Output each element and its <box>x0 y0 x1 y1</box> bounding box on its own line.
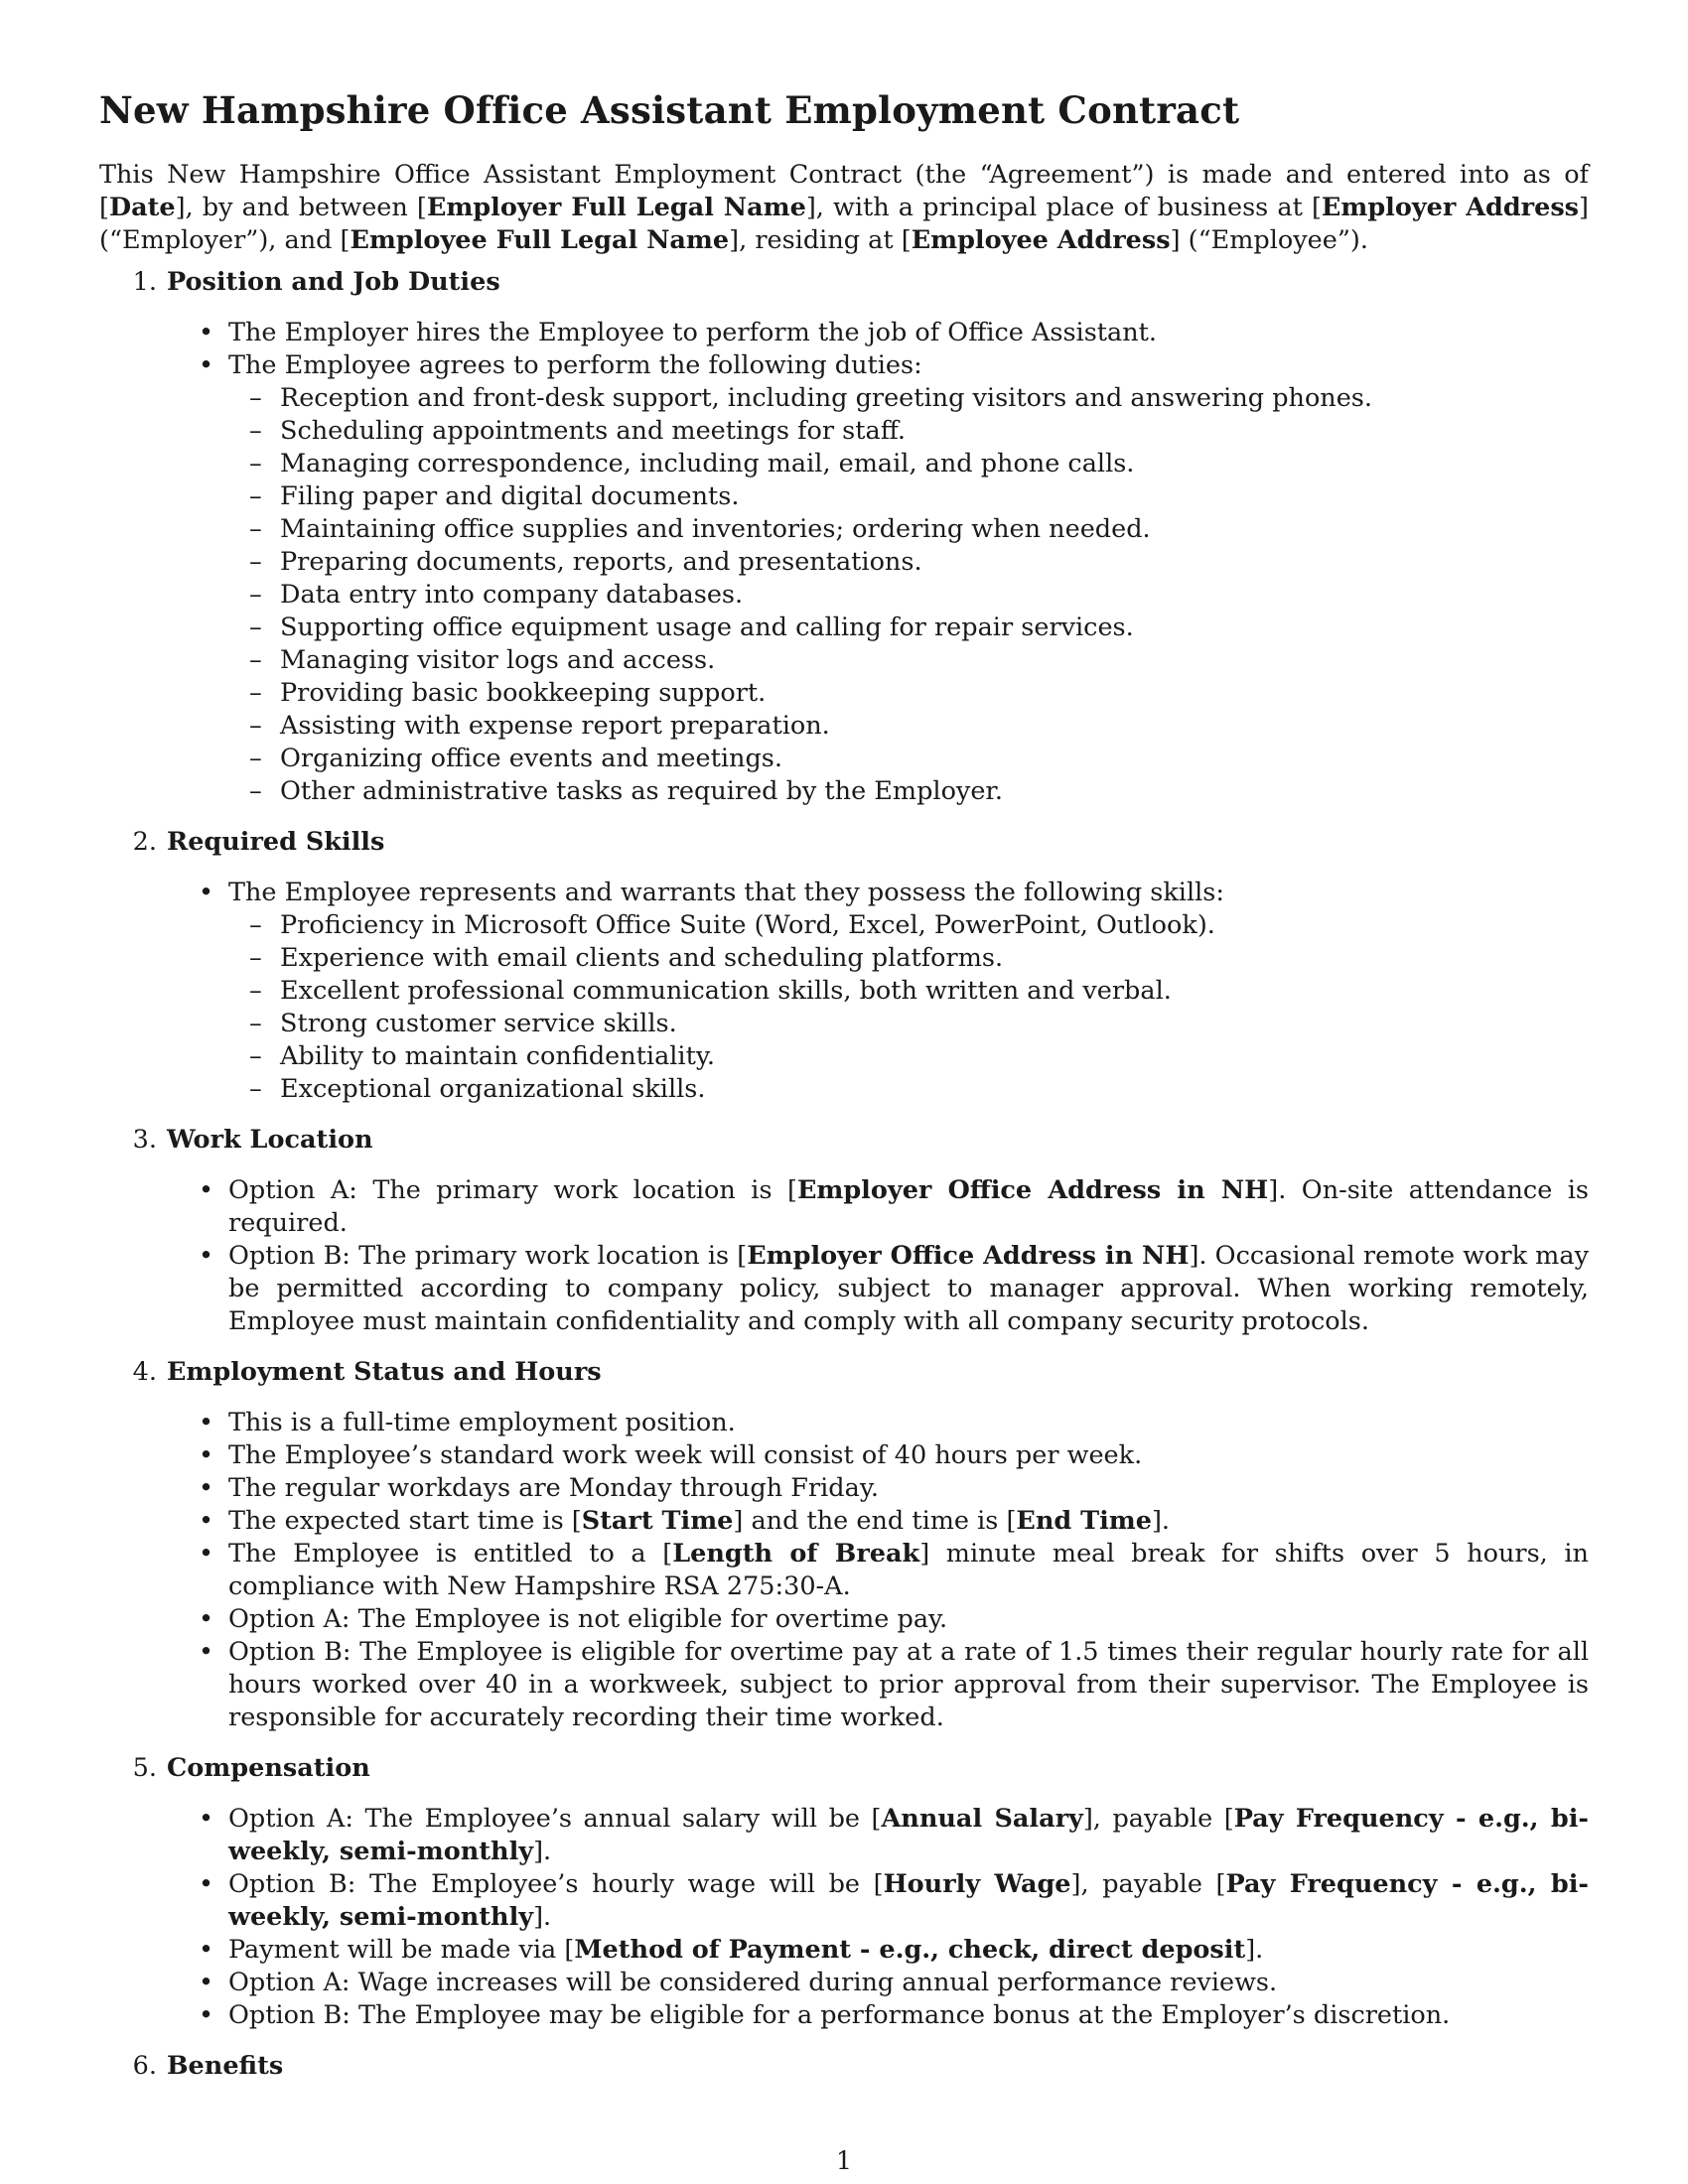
bullet-list <box>99 1174 1589 1338</box>
sub-list-container <box>228 909 1589 1106</box>
text-run: ] minute meal break for shifts over 5 hours, in compliance with New Hampshire RSA 275:30-A. <box>228 1539 1589 1601</box>
dash-item: – Exceptional organizational skills. <box>228 1073 1589 1106</box>
text-run: The Employee represents and warrants that they possess the following skills: <box>228 878 1224 907</box>
dash-item: – Other administrative tasks as required by the Employer. <box>228 775 1589 808</box>
text-run: Payment will be made via [ <box>228 1935 575 1965</box>
text-run: The Employee’s standard work week will consist of 40 hours per week. <box>228 1440 1143 1470</box>
dash-item: – Providing basic bookkeeping support. <box>228 677 1589 710</box>
sub-list-container <box>228 382 1589 808</box>
section-title: Required Skills <box>167 827 385 857</box>
text-run: ]. <box>533 1902 552 1932</box>
section-5 <box>99 1752 1589 2032</box>
section-number: 6. <box>132 2051 157 2081</box>
dash-item: – Organizing office events and meetings. <box>228 743 1589 775</box>
dash-item: – Assisting with expense report preparation. <box>228 710 1589 743</box>
text-run: Option A: Wage increases will be considered during annual performance reviews. <box>228 1968 1278 1997</box>
bullet-item <box>99 1505 1589 1538</box>
section-heading <box>99 826 1589 859</box>
section-title: Employment Status and Hours <box>167 1357 602 1387</box>
text-run: This is a full-time employment position. <box>228 1408 736 1437</box>
text-run: Option B: The Employee is eligible for overtime pay at a rate of 1.5 times their regular hourly rate for all hours worked over 40 in a workweek, subject to prior approval from their supervisor. The Employee is responsible for accurately recording their time worked. <box>228 1637 1589 1732</box>
text-run: ] and the end time is [ <box>733 1506 1017 1536</box>
text-run: The Employer hires the Employee to perform the job of Office Assistant. <box>228 318 1158 347</box>
bullet-list <box>99 877 1589 1106</box>
section-number: 2. <box>132 827 157 857</box>
bullet-list <box>99 1803 1589 2032</box>
bullet-item <box>99 877 1589 909</box>
text-run: ] (“Employee”). <box>1170 225 1368 255</box>
placeholder-field: Employer Address <box>1321 193 1580 222</box>
section-1 <box>99 266 1589 808</box>
text-run: ]. <box>1245 1935 1264 1965</box>
bullet-item <box>99 1240 1589 1338</box>
dash-item: – Maintaining office supplies and inventories; ordering when needed. <box>228 513 1589 546</box>
text-run: ] (“Employer”), and [ <box>99 193 1589 255</box>
text-run: ]. Occasional remote work may be permitted according to company policy, subject to manager approval. When working remotely, Employee must maintain confidentiality and comply with all company security protocols. <box>228 1241 1589 1336</box>
section-3 <box>99 1124 1589 1338</box>
section-number: 3. <box>132 1125 157 1155</box>
section-heading <box>99 1124 1589 1157</box>
dash-item: – Reception and front-desk support, including greeting visitors and answering phones. <box>228 382 1589 415</box>
document-page <box>99 87 1589 2101</box>
section-title: Benefits <box>167 2051 284 2081</box>
text-run: ], payable [ <box>1070 1869 1226 1899</box>
text-run: ], with a principal place of business at [ <box>805 193 1322 222</box>
placeholder-field: Employee Address <box>911 225 1171 255</box>
dash-item: – Excellent professional communication skills, both written and verbal. <box>228 975 1589 1008</box>
text-run: Option A: The primary work location is [ <box>228 1175 797 1205</box>
placeholder-field: Hourly Wage <box>883 1869 1071 1899</box>
text-run: The Employee is entitled to a [ <box>228 1539 673 1569</box>
document-title: New Hampshire Office Assistant Employment Contract <box>99 88 1240 132</box>
text-run: Option B: The primary work location is [ <box>228 1241 748 1271</box>
section-number: 5. <box>132 1753 157 1783</box>
text-run: The Employee agrees to perform the following duties: <box>228 350 922 380</box>
bullet-item <box>99 1538 1589 1603</box>
placeholder-field: Employee Full Legal Name <box>350 225 730 255</box>
bullet-item <box>99 1603 1589 1636</box>
dash-item: – Managing visitor logs and access. <box>228 644 1589 677</box>
placeholder-field: Date <box>108 193 176 222</box>
placeholder-field: Annual Salary <box>881 1804 1083 1834</box>
text-run: The expected start time is [ <box>228 1506 582 1536</box>
placeholder-field: Pay Frequency - e.g., bi-weekly, semi-monthly <box>228 1804 1589 1866</box>
placeholder-field: Pay Frequency - e.g., bi-weekly, semi-monthly <box>228 1869 1589 1932</box>
bullet-item <box>99 1636 1589 1734</box>
text-run: ]. On-site attendance is required. <box>228 1175 1589 1238</box>
placeholder-field: Employer Office Address in NH <box>796 1175 1269 1205</box>
section-number: 1. <box>132 267 157 297</box>
section-title: Position and Job Duties <box>167 267 500 297</box>
section-heading <box>99 2050 1589 2083</box>
page-number: 1 <box>835 2146 853 2176</box>
bullet-item <box>99 1967 1589 1999</box>
section-title: Compensation <box>167 1753 370 1783</box>
section-heading <box>99 1356 1589 1389</box>
bullet-item <box>99 1472 1589 1505</box>
dash-item: – Proficiency in Microsoft Office Suite (Word, Excel, PowerPoint, Outlook). <box>228 909 1589 942</box>
dash-item: – Scheduling appointments and meetings for staff. <box>228 415 1589 448</box>
section-2 <box>99 826 1589 1106</box>
bullet-item <box>99 1999 1589 2032</box>
bullet-item <box>99 1407 1589 1439</box>
dash-item: – Strong customer service skills. <box>228 1008 1589 1040</box>
section-heading <box>99 1752 1589 1785</box>
bullet-item <box>99 1803 1589 1868</box>
section-4 <box>99 1356 1589 1734</box>
text-run: ]. <box>533 1837 552 1866</box>
placeholder-field: Employer Full Legal Name <box>426 193 806 222</box>
placeholder-field: Start Time <box>581 1506 734 1536</box>
placeholder-field: Employer Office Address in NH <box>747 1241 1190 1271</box>
text-run: ], residing at [ <box>729 225 912 255</box>
dash-item: – Ability to maintain confidentiality. <box>228 1040 1589 1073</box>
dash-item: – Data entry into company databases. <box>228 579 1589 612</box>
bullet-item <box>99 349 1589 382</box>
bullet-item <box>99 1868 1589 1934</box>
text-run: This New Hampshire Office Assistant Employment Contract (the “Agreement”) is made and entered into as of [ <box>99 160 1589 222</box>
section-list <box>99 266 1589 2083</box>
dash-item: – Managing correspondence, including mail, email, and phone calls. <box>228 448 1589 480</box>
bullet-item <box>99 1174 1589 1240</box>
dash-list <box>228 909 1589 1106</box>
bullet-item <box>99 1439 1589 1472</box>
bullet-item <box>99 317 1589 349</box>
text-run: Option A: The Employee’s annual salary will be [ <box>228 1804 882 1834</box>
section-6 <box>99 2050 1589 2083</box>
text-run: ], payable [ <box>1082 1804 1234 1834</box>
text-run: Option A: The Employee is not eligible for overtime pay. <box>228 1604 948 1634</box>
placeholder-field: Length of Break <box>672 1539 920 1569</box>
section-heading <box>99 266 1589 299</box>
text-run: ]. <box>1151 1506 1171 1536</box>
text-run: The regular workdays are Monday through Friday. <box>228 1473 879 1503</box>
placeholder-field: Method of Payment - e.g., check, direct deposit <box>574 1935 1246 1965</box>
bullet-list <box>99 317 1589 808</box>
dash-item: – Supporting office equipment usage and calling for repair services. <box>228 612 1589 644</box>
bullet-list <box>99 1407 1589 1734</box>
dash-item: – Filing paper and digital documents. <box>228 480 1589 513</box>
placeholder-field: End Time <box>1016 1506 1152 1536</box>
text-run: Option B: The Employee’s hourly wage will be [ <box>228 1869 884 1899</box>
dash-item: – Experience with email clients and scheduling platforms. <box>228 942 1589 975</box>
section-number: 4. <box>132 1357 157 1387</box>
text-run: Option B: The Employee may be eligible for a performance bonus at the Employer’s discretion. <box>228 2000 1451 2030</box>
intro-paragraph <box>99 159 1589 257</box>
text-run: ], by and between [ <box>175 193 427 222</box>
bullet-item <box>99 1934 1589 1967</box>
dash-list <box>228 382 1589 808</box>
section-title: Work Location <box>167 1125 373 1155</box>
dash-item: – Preparing documents, reports, and presentations. <box>228 546 1589 579</box>
